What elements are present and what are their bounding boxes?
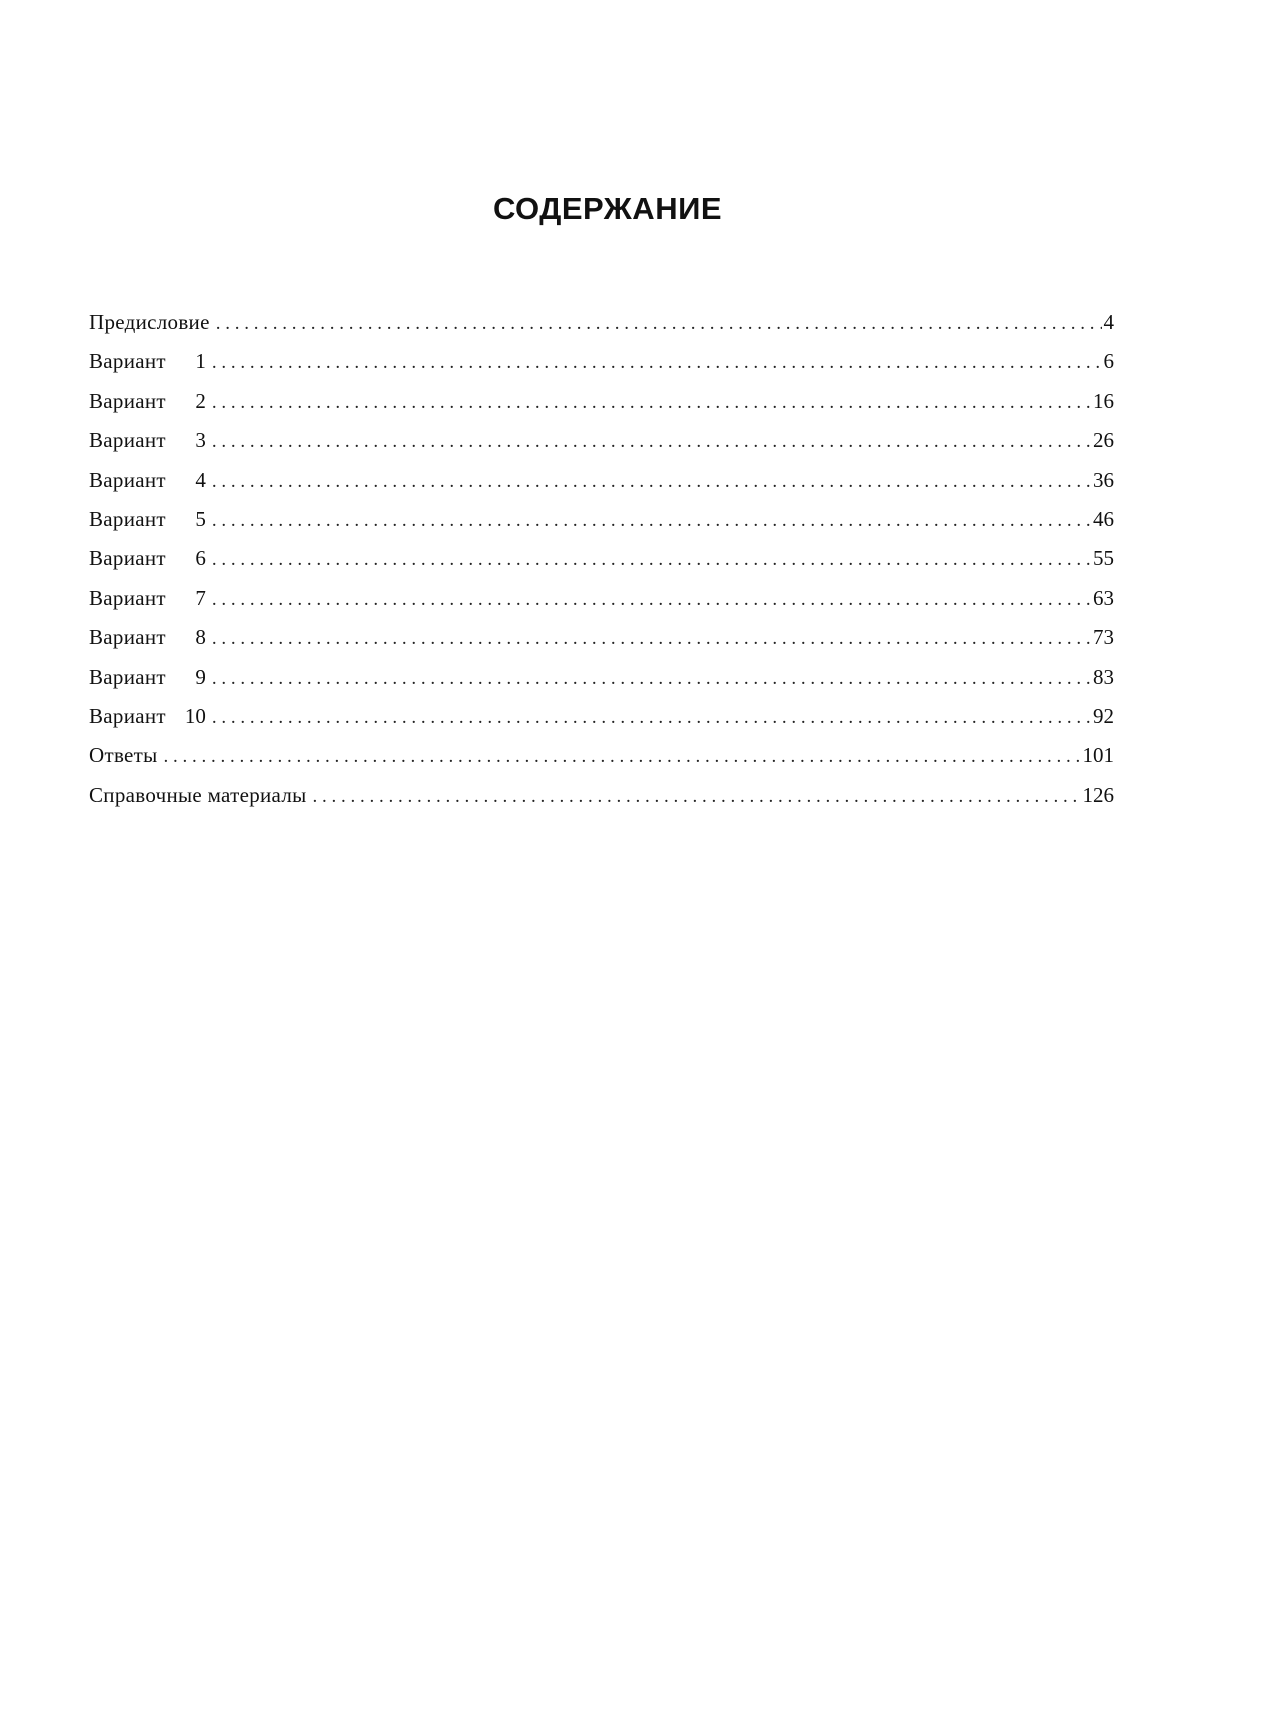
toc-entry-variant-6[interactable] xyxy=(89,546,1114,585)
toc-entry-preface[interactable] xyxy=(89,310,1114,349)
toc-entry-number: 6 xyxy=(195,546,206,571)
dot-leader xyxy=(212,549,1091,571)
toc-entry-label: Вариант xyxy=(89,585,166,610)
toc-page-number: 26 xyxy=(1093,428,1114,453)
toc-entry-variant-2[interactable] xyxy=(89,389,1114,428)
toc-entry-variant-9[interactable] xyxy=(89,665,1114,704)
toc-page-number: 101 xyxy=(1082,743,1114,768)
dot-leader xyxy=(212,471,1091,493)
toc-entry-label: Ответы xyxy=(89,743,158,768)
dot-leader xyxy=(212,510,1091,532)
toc-entry-variant-10[interactable] xyxy=(89,704,1114,743)
toc-entry-variant-7[interactable] xyxy=(89,586,1114,625)
dot-leader xyxy=(212,628,1091,650)
toc-page-number: 36 xyxy=(1093,467,1114,492)
dot-leader xyxy=(212,352,1102,374)
toc-entry-number: 5 xyxy=(195,506,206,531)
toc-page-number: 55 xyxy=(1093,546,1114,571)
toc-entry-label: Вариант xyxy=(89,428,166,453)
toc-page-number: 73 xyxy=(1093,625,1114,650)
toc-entry-answers[interactable] xyxy=(89,743,1114,782)
toc-entry-number: 9 xyxy=(195,664,206,689)
toc-entry-variant-1[interactable] xyxy=(89,349,1114,388)
toc-entry-number: 7 xyxy=(195,585,206,610)
toc-page-number: 92 xyxy=(1093,703,1114,728)
dot-leader xyxy=(212,707,1091,729)
toc-entry-label: Вариант xyxy=(89,703,166,728)
toc-entry-variant-4[interactable] xyxy=(89,468,1114,507)
toc-page-number: 16 xyxy=(1093,388,1114,413)
toc-entry-number: 3 xyxy=(195,428,206,453)
toc-entry-label: Вариант xyxy=(89,664,166,689)
toc-page-number: 83 xyxy=(1093,664,1114,689)
toc-page-number: 63 xyxy=(1093,585,1114,610)
toc-entry-variant-3[interactable] xyxy=(89,428,1114,467)
toc-entry-number: 10 xyxy=(184,703,206,728)
toc-entry-variant-8[interactable] xyxy=(89,625,1114,664)
toc-entry-label: Справочные материалы xyxy=(89,782,307,807)
toc-entry-label: Вариант xyxy=(89,467,166,492)
dot-leader xyxy=(313,786,1081,808)
dot-leader xyxy=(212,668,1091,690)
toc-entry-number: 1 xyxy=(195,349,206,374)
toc-page-number: 46 xyxy=(1093,506,1114,531)
toc-entry-number: 4 xyxy=(195,467,206,492)
toc-entry-number: 8 xyxy=(195,625,206,650)
dot-leader xyxy=(216,313,1102,335)
dot-leader xyxy=(212,589,1091,611)
toc-page-number: 4 xyxy=(1103,310,1114,334)
toc-entry-label: Предисловие xyxy=(89,310,210,334)
toc-entry-label: Вариант xyxy=(89,349,166,374)
toc-entry-label: Вариант xyxy=(89,388,166,413)
toc-entry-variant-5[interactable] xyxy=(89,507,1114,546)
toc-entry-label: Вариант xyxy=(89,506,166,531)
toc-entry-label: Вариант xyxy=(89,625,166,650)
table-of-contents xyxy=(89,310,1114,822)
dot-leader xyxy=(212,431,1091,453)
toc-entry-label: Вариант xyxy=(89,546,166,571)
toc-page-number: 126 xyxy=(1082,782,1114,807)
dot-leader xyxy=(212,392,1091,414)
dot-leader xyxy=(164,746,1081,768)
toc-entry-reference-materials[interactable] xyxy=(89,783,1114,822)
page-title: СОДЕРЖАНИЕ xyxy=(492,190,723,226)
toc-page-number: 6 xyxy=(1103,349,1114,374)
toc-entry-number: 2 xyxy=(195,388,206,413)
